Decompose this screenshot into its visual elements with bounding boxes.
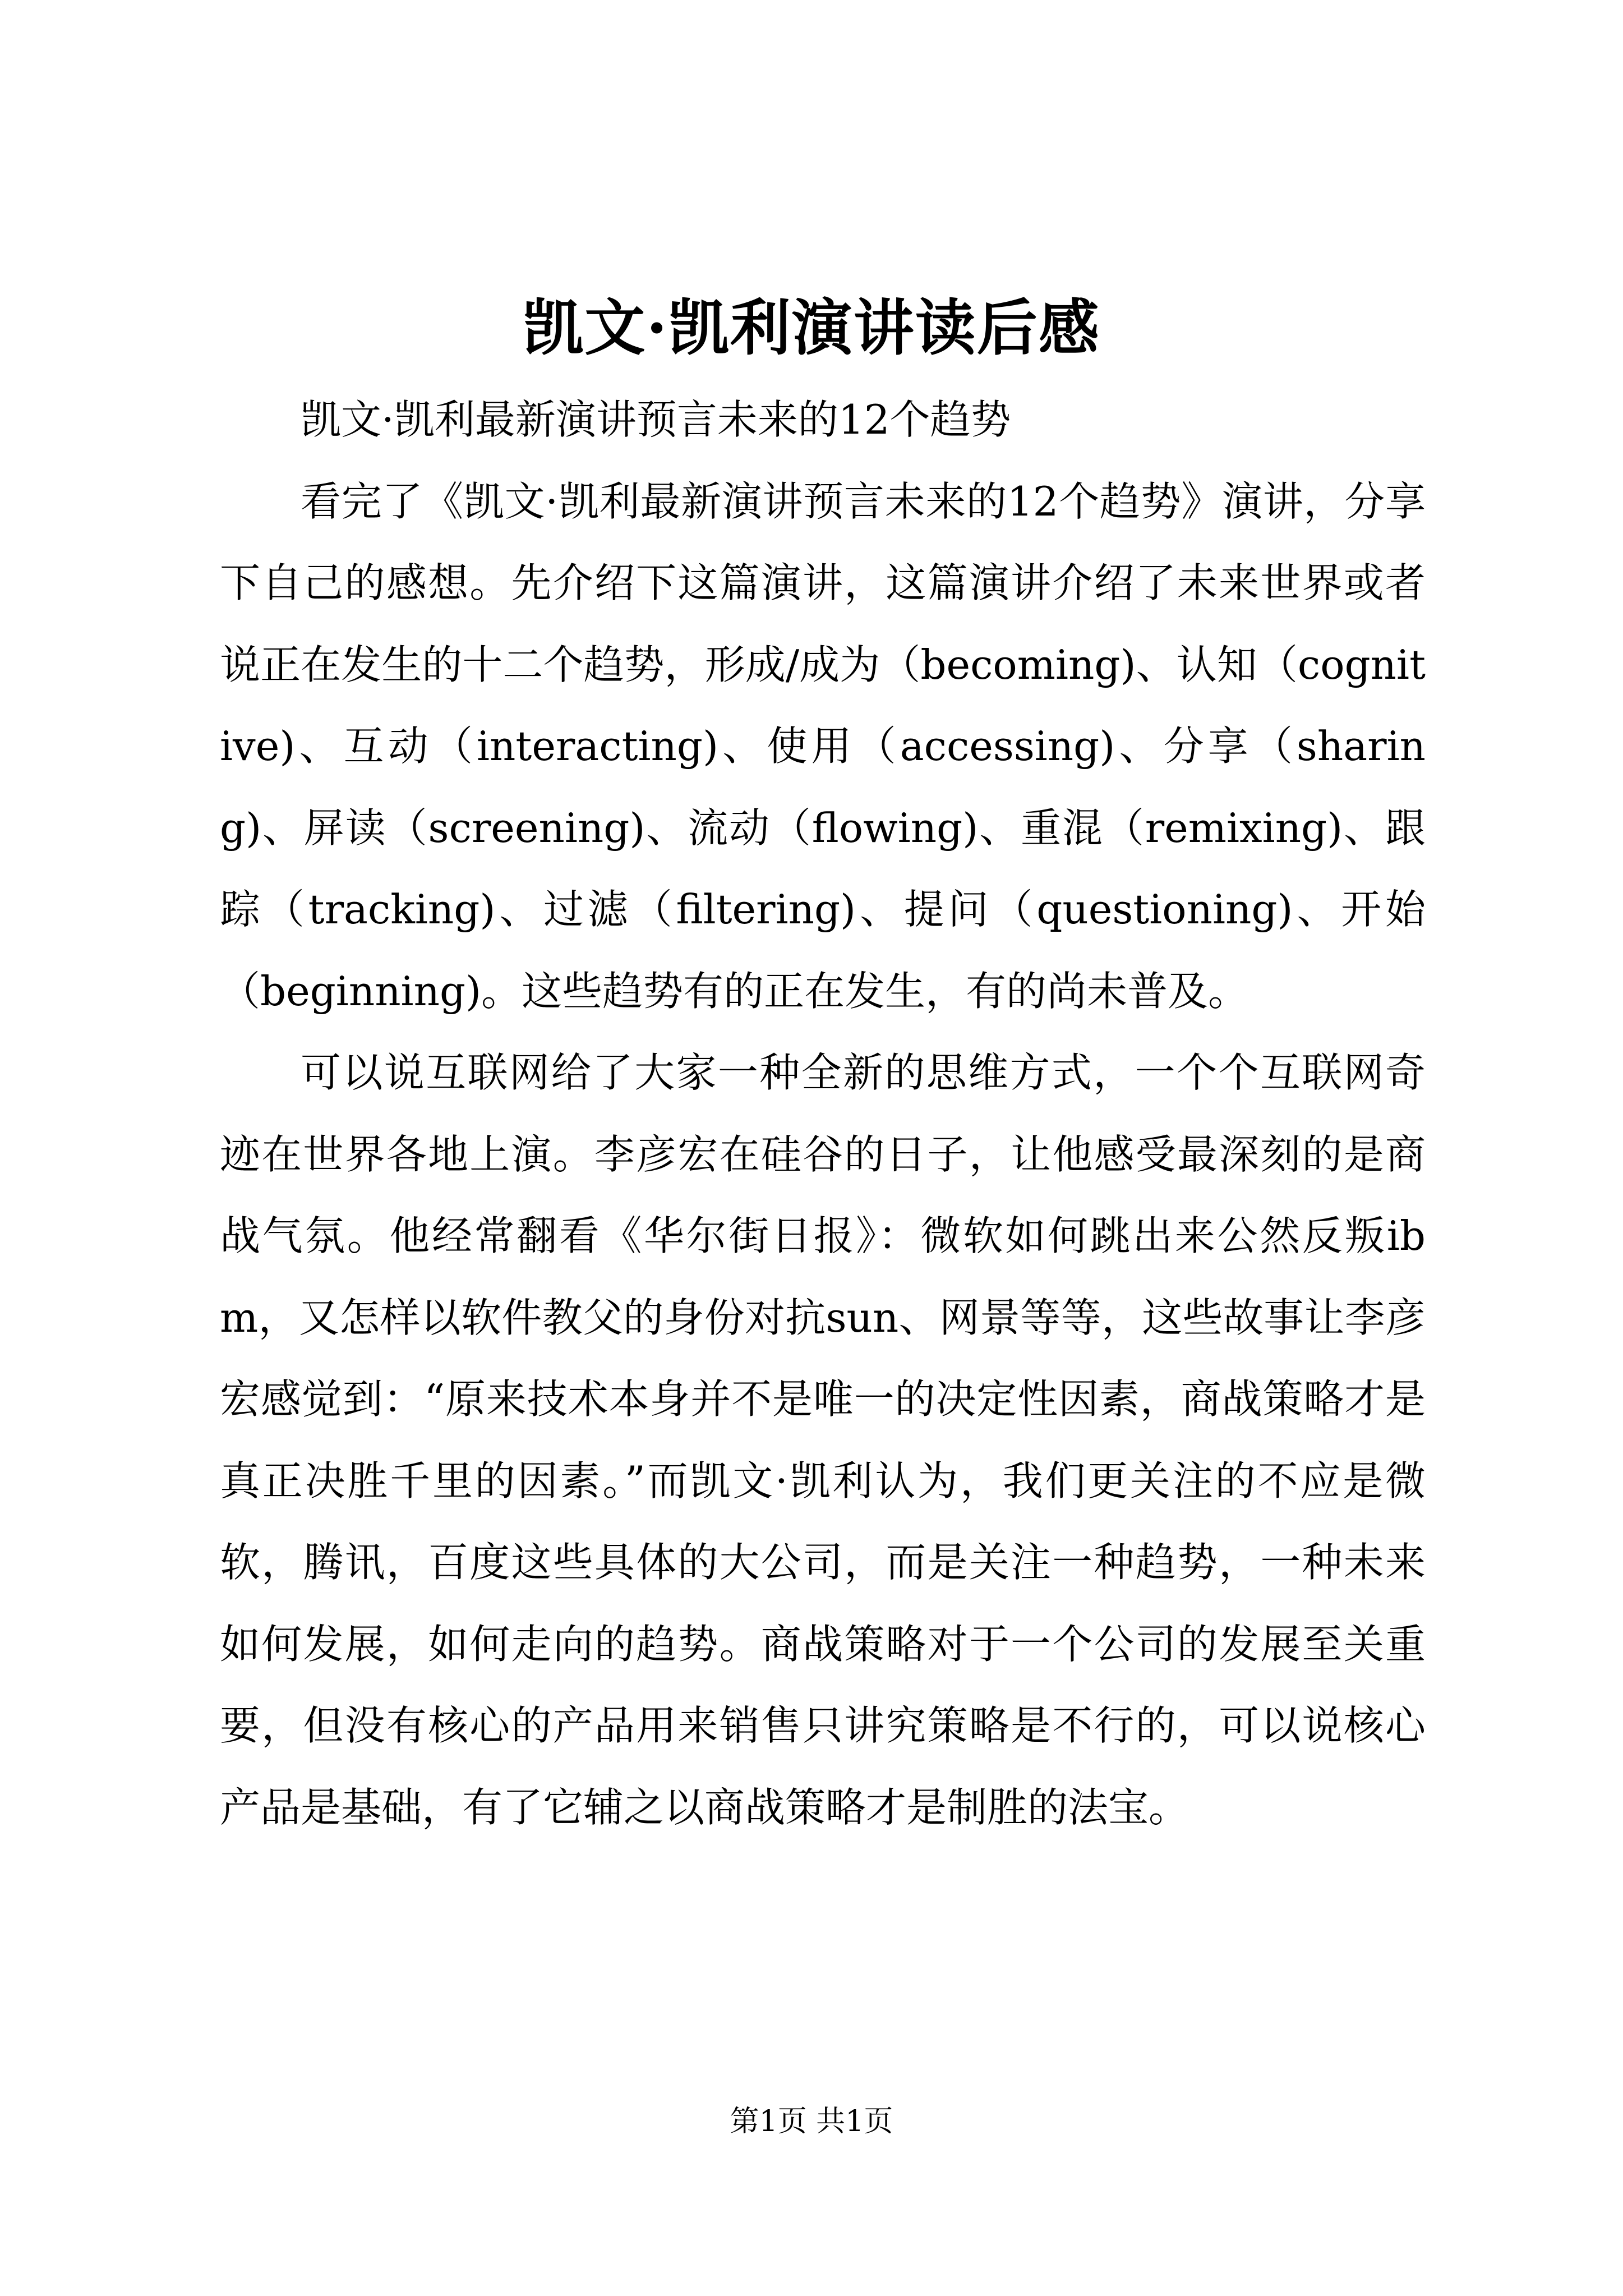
page-title: 凯文·凯利演讲读后感 <box>523 293 1100 364</box>
subtitle-paragraph: 凯文·凯利最新演讲预言未来的12个趋势 <box>301 396 1011 443</box>
document-body <box>220 379 1426 1848</box>
body-paragraph-2: 可以说互联网给了大家一种全新的思维方式，一个个互联网奇迹在世界各地上演。李彦宏在硅谷的日子，让他感受最深刻的是商战气氛。他经常翻看《华尔街日报》：微软如何跳出来公然反叛ibm，又怎样以软件教父的身份对抗sun、网景等等，这些故事让李彦宏感觉到：“原来技术本身并不是唯一的决定性因素，商战策略才是真正决胜千里的因素。”而凯文·凯利认为，我们更关注的不应是微软，腾讯，百度这些具体的大公司，而是关注一种趋势，一种未来如何发展，如何走向的趋势。商战策略对于一个公司的发展至关重要，但没有核心的产品用来销售只讲究策略是不行的，可以说核心产品是基础，有了它辅之以商战策略才是制胜的法宝。 <box>220 1049 1426 1831</box>
body-paragraph-1: 看完了《凯文·凯利最新演讲预言未来的12个趋势》演讲，分享下自己的感想。先介绍下这篇演讲，这篇演讲介绍了未来世界或者说正在发生的十二个趋势，形成/成为（becoming)、认知（cognitive)、互动（interacting)、使用（accessing)、分享（sharing)、屏读（screening)、流动（flowing)、重混（remixing)、跟踪（tracking)、过滤（filtering)、提问（questioning)、开始（beginning)。这些趋势有的正在发生，有的尚未普及。 <box>220 477 1426 1015</box>
page-footer: 第1页 共1页 <box>730 2105 893 2138</box>
